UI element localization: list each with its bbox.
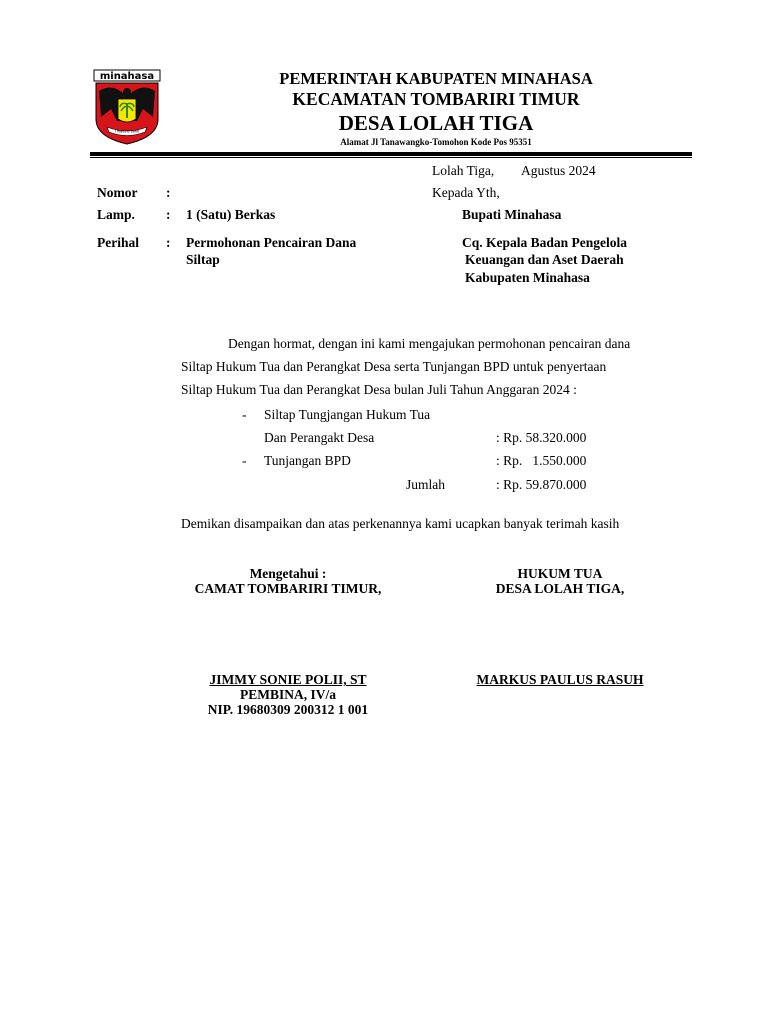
lamp-label: Lamp.: [97, 207, 135, 222]
recipient-via-line-1: Cq. Kepala Badan Pengelola: [462, 235, 628, 250]
svg-text:I Yayat U Santi: I Yayat U Santi: [114, 129, 140, 134]
left-signatory-rank: PEMBINA, IV/a: [239, 687, 336, 702]
lamp-colon: :: [166, 207, 171, 222]
letterhead-district: KECAMATAN TOMBARIRI TIMUR: [292, 89, 580, 109]
recipient-via-line-3: Kabupaten Minahasa: [465, 270, 590, 285]
letterhead-divider-thick: [90, 152, 692, 156]
right-signatory-name: MARKUS PAULUS RASUH: [476, 672, 644, 687]
left-signatory-nip: NIP. 19680309 200312 1 001: [207, 702, 369, 717]
item-1-dash: -: [242, 407, 247, 422]
left-signature-heading-1: Mengetahui :: [249, 566, 327, 581]
letterhead-divider-thin: [90, 157, 692, 158]
item-2-dash: -: [242, 453, 247, 468]
svg-text:minahasa: minahasa: [99, 71, 155, 82]
item-2-amount: : Rp. 1.550.000: [496, 453, 587, 468]
item-2-label: Tunjangan BPD: [264, 453, 351, 468]
item-1-label-line-1: Siltap Tungjangan Hukum Tua: [264, 407, 431, 422]
total-label: Jumlah: [406, 477, 445, 492]
perihal-label: Perihal: [97, 235, 139, 250]
body-paragraph-line-1: Dengan hormat, dengan ini kami mengajukan permohonan pencairan dana: [228, 336, 631, 351]
letterhead-government: PEMERINTAH KABUPATEN MINAHASA: [279, 69, 593, 88]
letterhead-address: Alamat Jl Tanawangko-Tomohon Kode Pos 95351: [340, 137, 532, 147]
recipient-via-line-2: Keuangan dan Aset Daerah: [465, 252, 624, 267]
item-1-amount: : Rp. 58.320.000: [496, 430, 587, 445]
nomor-label: Nomor: [97, 185, 138, 200]
recipient-salutation: Kepada Yth,: [432, 185, 500, 200]
closing-sentence: Demikan disampaikan dan atas perkenannya kami ucapkan banyak terimah kasih: [181, 516, 620, 531]
nomor-colon: :: [166, 185, 171, 200]
lamp-value: 1 (Satu) Berkas: [186, 207, 276, 222]
letterhead-village: DESA LOLAH TIGA: [338, 111, 534, 135]
right-signature-heading-2: DESA LOLAH TIGA,: [495, 581, 625, 596]
body-paragraph-line-2: Siltap Hukum Tua dan Perangkat Desa serta Tunjangan BPD untuk penyertaan: [181, 359, 607, 374]
perihal-value-line-1: Permohonan Pencairan Dana: [186, 235, 357, 250]
perihal-value-line-2: Siltap: [186, 252, 220, 267]
item-1-label-line-2: Dan Perangakt Desa: [264, 430, 375, 445]
letter-date: Agustus 2024: [521, 163, 596, 178]
perihal-colon: :: [166, 235, 171, 250]
left-signatory-name: JIMMY SONIE POLII, ST: [209, 672, 367, 687]
recipient-name: Bupati Minahasa: [462, 207, 562, 222]
total-amount: : Rp. 59.870.000: [496, 477, 587, 492]
minahasa-regency-logo: [93, 69, 161, 145]
body-paragraph-line-3: Siltap Hukum Tua dan Perangkat Desa bulan Juli Tahun Anggaran 2024 :: [181, 382, 577, 397]
right-signature-heading-1: HUKUM TUA: [517, 566, 603, 581]
left-signature-heading-2: CAMAT TOMBARIRI TIMUR,: [194, 581, 382, 596]
letter-place: Lolah Tiga,: [432, 163, 495, 178]
